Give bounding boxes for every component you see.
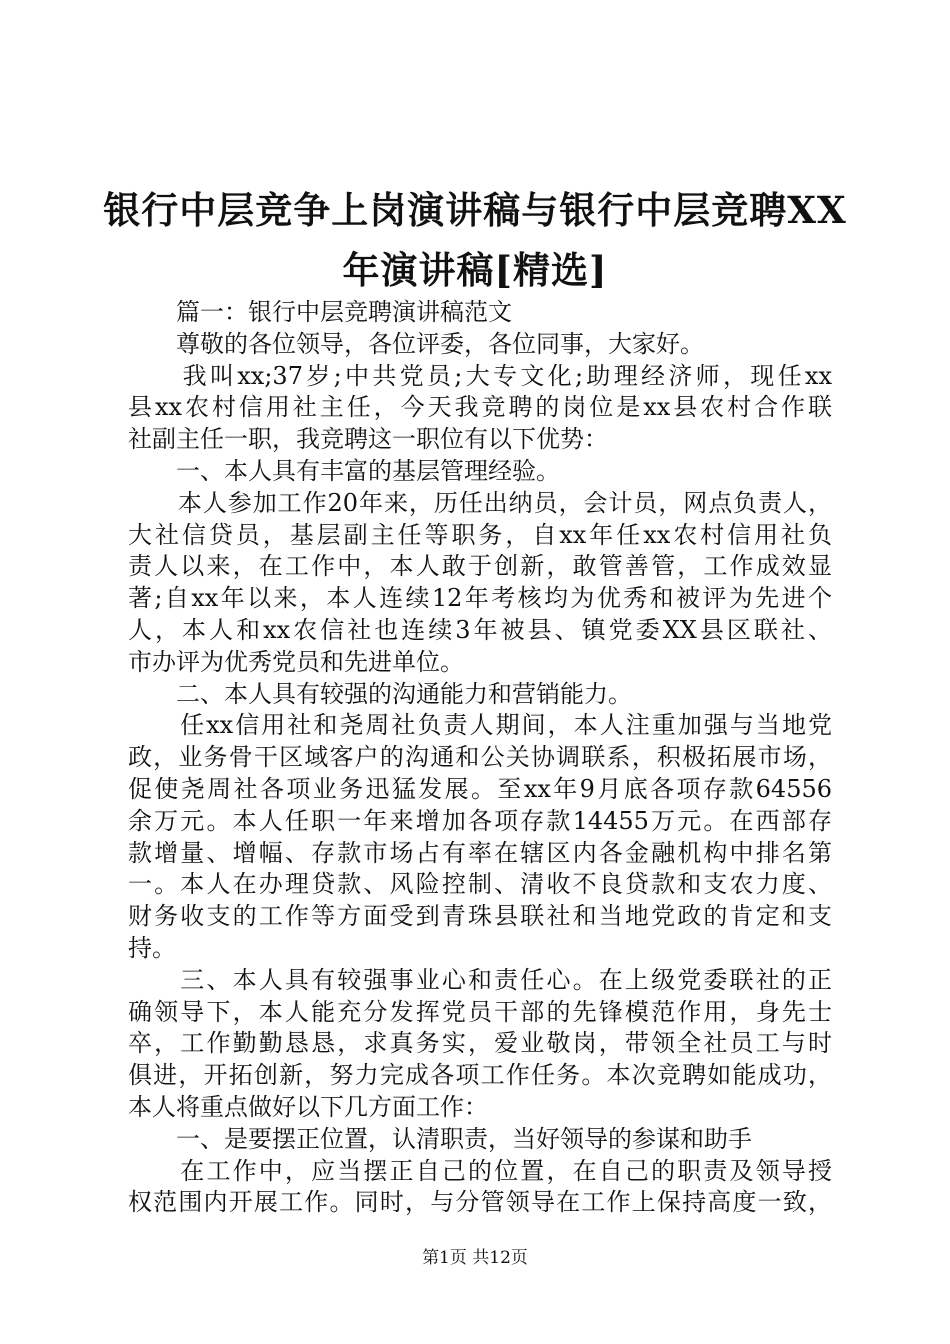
body-line: 款增量、增幅、存款市场占有率在辖区内各金融机构中排名第 [128,838,832,867]
body-line: 一、本人具有丰富的基层管理经验。 [128,456,560,485]
document-title-line-2: 年演讲稿[精选] [342,248,608,292]
body-line: 二、本人具有较强的沟通能力和营销能力。 [128,679,632,708]
document-body [128,297,832,1219]
body-line: 市办评为优秀党员和先进单位。 [128,647,464,676]
body-line: 三、本人具有较强事业心和责任心。在上级党委联社的正 [128,965,832,994]
body-line: 促使尧周社各项业务迅猛发展。至xx年9月底各项存款64556 [128,774,832,803]
body-line: 篇一：银行中层竞聘演讲稿范文 [128,298,512,326]
body-line: 大社信贷员，基层副主任等职务，自xx年任xx农村信用社负 [128,520,832,549]
body-line: 确领导下，本人能充分发挥党员干部的先锋模范作用，身先士 [128,997,832,1026]
body-line: 持。 [128,933,176,962]
document-title-line-1: 银行中层竞争上岗演讲稿与银行中层竞聘XX [103,188,847,232]
body-line: 责人以来，在工作中，本人敢于创新，敢管善管，工作成效显 [128,552,832,581]
body-line: 财务收支的工作等方面受到青珠县联社和当地党政的肯定和支 [128,902,832,931]
body-line: 任xx信用社和尧周社负责人期间，本人注重加强与当地党 [128,711,832,740]
body-line: 在工作中，应当摆正自己的位置，在自己的职责及领导授 [128,1156,832,1185]
page-number-footer: 第1页 共12页 [422,1248,528,1268]
body-line: 俱进，开拓创新，努力完成各项工作任务。本次竞聘如能成功， [128,1061,832,1090]
body-line: 我叫xx;37岁;中共党员;大专文化;助理经济师，现任xx [128,361,832,390]
body-line: 权范围内开展工作。同时，与分管领导在工作上保持高度一致， [128,1188,832,1217]
body-line: 尊敬的各位领导，各位评委，各位同事，大家好。 [128,329,704,358]
body-line: 卒，工作勤勤恳恳，求真务实，爱业敬岗，带领全社员工与时 [128,1029,832,1058]
body-line: 政，业务骨干区域客户的沟通和公关协调联系，积极拓展市场， [128,743,832,772]
body-line: 人，本人和xx农信社也连续3年被县、镇党委XX县区联社、 [128,615,832,644]
body-line: 余万元。本人任职一年来增加各项存款14455万元。在西部存 [128,806,832,835]
body-line: 一、是要摆正位置，认清职责，当好领导的参谋和助手 [128,1124,752,1153]
body-line: 本人参加工作20年来，历任出纳员，会计员，网点负责人， [128,488,832,517]
body-line: 社副主任一职，我竞聘这一职位有以下优势： [128,425,608,454]
body-line: 著;自xx年以来，本人连续12年考核均为优秀和被评为先进个 [128,584,832,613]
body-line: 本人将重点做好以下几方面工作： [128,1092,488,1121]
body-line: 一。本人在办理贷款、风险控制、清收不良贷款和支农力度、 [128,870,832,899]
body-line: 县xx农村信用社主任，今天我竞聘的岗位是xx县农村合作联 [128,393,832,422]
